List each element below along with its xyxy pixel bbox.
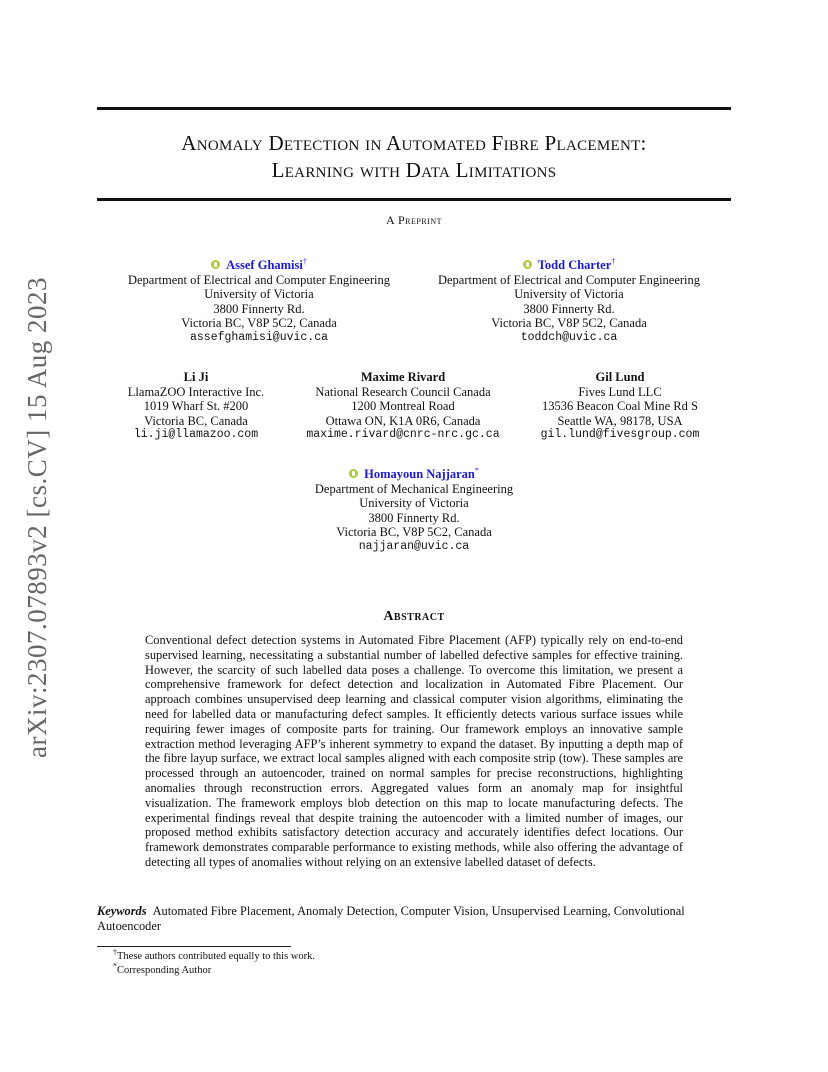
author-block-charter: [420, 258, 718, 346]
footnote-rule: [97, 946, 291, 947]
footnote-mark[interactable]: †: [302, 256, 307, 266]
author-block-ji: [100, 370, 292, 443]
author-address-line: Victoria BC, Canada: [144, 413, 248, 428]
author-affiliation: National Research Council Canada: [315, 384, 491, 399]
footnote-text: These authors contributed equally to this work.: [117, 951, 315, 962]
author-email[interactable]: assefghamisi@uvic.ca: [189, 330, 329, 344]
author-block-lund: [520, 370, 720, 443]
author-address-line: 3800 Finnerty Rd.: [523, 301, 615, 316]
author-name: Li Ji: [183, 370, 209, 384]
preprint-label: A Preprint: [385, 213, 442, 227]
footnote-mark[interactable]: †: [611, 256, 616, 266]
author-address-line: Victoria BC, V8P 5C2, Canada: [491, 316, 647, 331]
author-address-line: Ottawa ON, K1A 0R6, Canada: [325, 413, 481, 428]
author-block-najjaran: [264, 467, 564, 555]
author-institution: University of Victoria: [514, 287, 624, 302]
footnote-mark: †: [113, 947, 117, 957]
footnote-mark: *: [113, 961, 117, 971]
author-address-line: 3800 Finnerty Rd.: [368, 510, 460, 525]
author-email[interactable]: maxime.rivard@cnrc-nrc.gc.ca: [306, 428, 500, 442]
footnote-equal-contribution: [113, 947, 315, 963]
author-address-line: 3800 Finnerty Rd.: [213, 301, 305, 316]
author-email[interactable]: li.ji@llamazoo.com: [133, 428, 259, 442]
title-top-rule: [97, 107, 731, 110]
author-institution: University of Victoria: [359, 496, 469, 511]
author-email[interactable]: toddch@uvic.ca: [520, 330, 618, 344]
author-block-rivard: [292, 370, 514, 443]
author-name: Maxime Rivard: [360, 370, 446, 384]
keywords-text: Automated Fibre Placement, Anomaly Detection, Computer Vision, Unsupervised Learning, Convolutional Autoencoder: [97, 904, 685, 933]
author-affiliation: Department of Electrical and Computer Engineering: [437, 272, 701, 287]
arxiv-stamp: arXiv:2307.07893v2 [cs.CV] 15 Aug 2023: [22, 277, 52, 758]
author-name-link[interactable]: Homayoun Najjaran: [364, 467, 475, 481]
abstract-text: Conventional defect detection systems in Automated Fibre Placement (AFP) typically rely on end-to-end supervised learning, necessitating a substantial number of labelled defective samples for effective training. However, the scarcity of such labelled data poses a challenge. To overcome this limitation, we present a comprehensive framework for defect detection and localization in Automated Fibre Placement. Our approach combines unsupervised deep learning and classical computer vision algorithms, eliminating the need for labelled data or manufacturing defect samples. It efficiently detects various surface issues while requiring fewer images of composite parts for training. Our framework employs an innovative sample extraction method leveraging AFP’s inherent symmetry to expand the dataset. By inputting a depth map of the fibre layup surface, we extract local samples aligned with each composite strip (tow). These samples are processed through an autoencoder, trained on normal samples for precise reconstructions, highlighting anomalies through reconstruction errors. Aggregated values form an anomaly map for insightful visualization. The framework employs blob detection on this map to locate manufacturing defects. The experimental findings reveal that despite training the autoencoder with a limited number of images, our proposed method exhibits satisfactory detection accuracy and accurately identifies defect locations. Our framework demonstrates comparable performance to existing methods, while also offering the advantage of detecting all types of anomalies without relying on an extensive labelled dataset of defects.: [145, 633, 683, 869]
author-affiliation: LlamaZOO Interactive Inc.: [127, 384, 265, 399]
author-block-ghamisi: [110, 258, 408, 346]
footnote-corresponding-author: [113, 961, 212, 977]
orcid-icon[interactable]: [523, 260, 532, 269]
abstract-heading: Abstract: [383, 609, 445, 624]
keywords-label: Keywords: [97, 904, 147, 918]
author-email[interactable]: najjaran@uvic.ca: [358, 539, 470, 553]
keywords-section: [97, 904, 731, 934]
orcid-icon[interactable]: [349, 469, 358, 478]
orcid-icon[interactable]: [211, 260, 220, 269]
author-name: Gil Lund: [595, 370, 645, 384]
author-affiliation: Department of Mechanical Engineering: [314, 481, 514, 496]
author-address-line: 1019 Wharf St. #200: [143, 399, 249, 414]
footnote-mark[interactable]: *: [474, 465, 479, 475]
paper-title-line-1: Anomaly Detection in Automated Fibre Placement:: [181, 131, 647, 155]
author-address-line: Seattle WA, 98178, USA: [557, 413, 683, 428]
author-name-link[interactable]: Todd Charter: [537, 258, 612, 272]
author-affiliation: Fives Lund LLC: [578, 384, 662, 399]
title-bottom-rule: [97, 198, 731, 201]
author-institution: University of Victoria: [204, 287, 314, 302]
paper-title-line-2: Learning with Data Limitations: [271, 158, 557, 182]
author-name-link[interactable]: Assef Ghamisi: [226, 258, 303, 272]
author-address-line: 13536 Beacon Coal Mine Rd S: [542, 399, 698, 414]
author-email[interactable]: gil.lund@fivesgroup.com: [540, 428, 700, 442]
author-affiliation: Department of Electrical and Computer Engineering: [127, 272, 391, 287]
author-address-line: Victoria BC, V8P 5C2, Canada: [181, 316, 337, 331]
author-address-line: Victoria BC, V8P 5C2, Canada: [336, 525, 492, 540]
author-address-line: 1200 Montreal Road: [351, 399, 455, 414]
footnote-text: Corresponding Author: [117, 965, 212, 976]
